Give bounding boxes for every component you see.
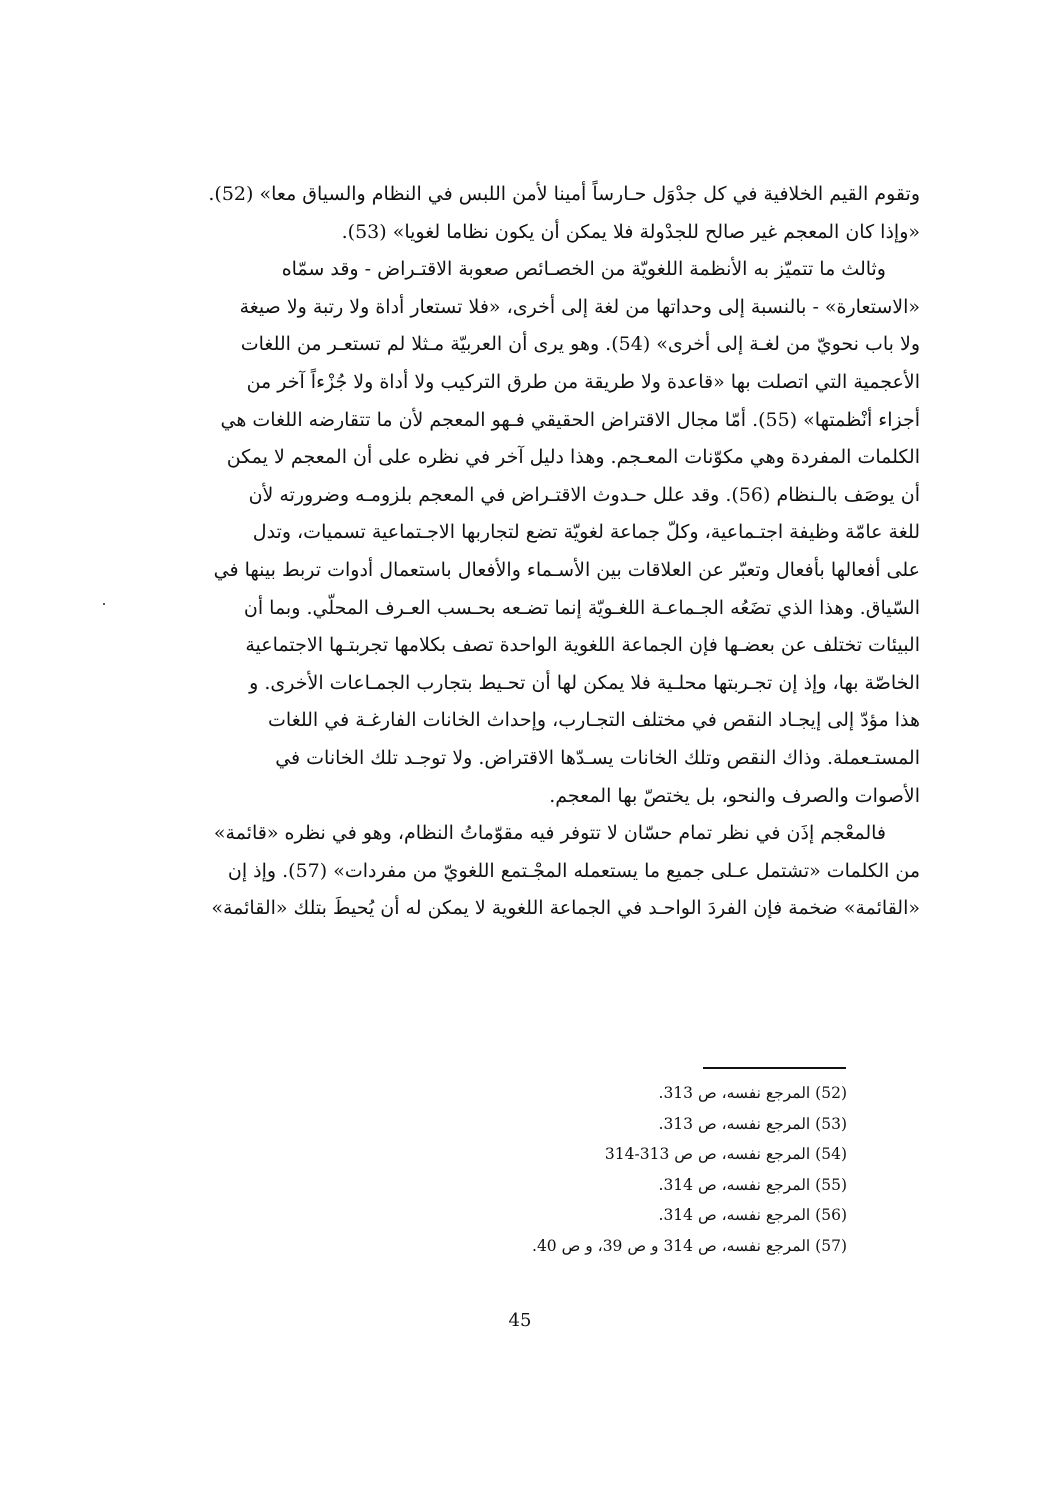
body-line: فالمعْجم إذَن في نظر تمام حسّان لا تتوفر فيه مقوّماتُ النظام، وهو في نظره «قائمة» [213,822,886,845]
body-line: «وإذا كان المعجم غير صالح للجدْولة فلا يمكن أن يكون نظاما لغويا» (53). [341,220,920,243]
body-line: البيئات تختلف عن بعضـها فإن الجماعة اللغوية الواحدة تصف بكلامها تجربتـها الاجتماعية [245,634,920,657]
footnote-item: (56) المرجع نفسه، ص 314. [658,1206,847,1224]
footnote-item: (52) المرجع نفسه، ص 313. [658,1084,847,1102]
body-text [150,176,920,928]
body-line: ولا باب نحويّ من لغـة إلى أخرى» (54). وهو يرى أن العربيّة مـثلا لم تستعـر من اللغات [240,333,920,356]
body-line: وتقوم القيم الخلافية في كل جدْوَل حـارساً أمينا لأمن اللبس في النظام والسياق معا» (52). [208,183,920,205]
body-line: للغة عامّة وظيفة اجتـماعية، وكلّ جماعة لغويّة تضع لتجاربها الاجـتماعية تسميات، وتدل [252,521,920,544]
body-line: الأصوات والصرف والنحو، بل يختصّ بها المعجم. [549,784,920,807]
body-line: على أفعالها بأفعال وتعبّر عن العلاقات بين الأسـماء والأفعال باستعمال أدوات تربط بينها في [213,558,920,581]
body-line: أجزاء أنْظمتها» (55). أمّا مجال الاقتراض الحقيقي فـهو المعجم لأن ما تتقارضه اللغات هي [220,408,920,431]
body-line: الأعجمية التي اتصلت بها «قاعدة ولا طريقة من طرق التركيب ولا أداة ولا جُزْءاً آخر من [246,370,920,393]
body-line: وثالث ما تتميّز به الأنظمة اللغويّة من الخصـائص صعوبة الاقتـراض - وقد سمّاه [281,258,886,281]
footnote-item: (55) المرجع نفسه، ص 314. [658,1175,847,1194]
body-line: الخاصّة بها، وإذ إن تجـربتها محلـية فلا يمكن لها أن تحـيط بتجارب الجمـاعات الأخرى. و [249,671,920,694]
footnote-item: (53) المرجع نفسه، ص 313. [658,1114,847,1133]
footnote-item: (54) المرجع نفسه، ص ص 313-314 [604,1145,847,1163]
body-line: أن يوصَف بالـنظام (56). وقد علل حـدوث الاقتـراض في المعجم بلزومـه وضرورته لأن [248,483,920,506]
footnote-divider [703,1067,846,1069]
body-line: السّياق. وهذا الذي تضَعُه الجـماعـة اللغـويّة إنما تضـعه بحـسب العـرف المحلّي. وبما أن [243,596,920,619]
body-line: من الكلمات «تشتمل عـلى جميع ما يستعمله المجْـتمع اللغويّ من مفردات» (57). وإذ إن [227,859,920,882]
body-line: «الاستعارة» - بالنسبة إلى وحداتها من لغة إلى أخرى، «فلا تستعار أداة ولا رتبة ولا صيغة [239,295,920,318]
body-line: هذا مؤدّ إلى إيجـاد النقص في مختلف التجـارب، وإحداث الخانات الفارغـة في اللغات [268,709,920,732]
page-number: 45 [508,1310,532,1331]
footnotes [450,1078,847,1261]
footnote-item: (57) المرجع نفسه، ص 314 و ص 39، و ص 40. [532,1236,847,1255]
body-line: الكلمات المفردة وهي مكوّنات المعـجم. وهذا دليل آخر في نظره على أن المعجم لا يمكن [226,446,920,469]
body-line: المستـعملة. وذاك النقص وتلك الخانات يسـدّها الاقتراض. ولا توجـد تلك الخانات في [275,746,920,769]
margin-mark [103,603,105,605]
body-line: «القائمة» ضخمة فإن الفردَ الواحـد في الجماعة اللغوية لا يمكن له أن يُحيطَ بتلك «القائمة» [211,897,920,920]
